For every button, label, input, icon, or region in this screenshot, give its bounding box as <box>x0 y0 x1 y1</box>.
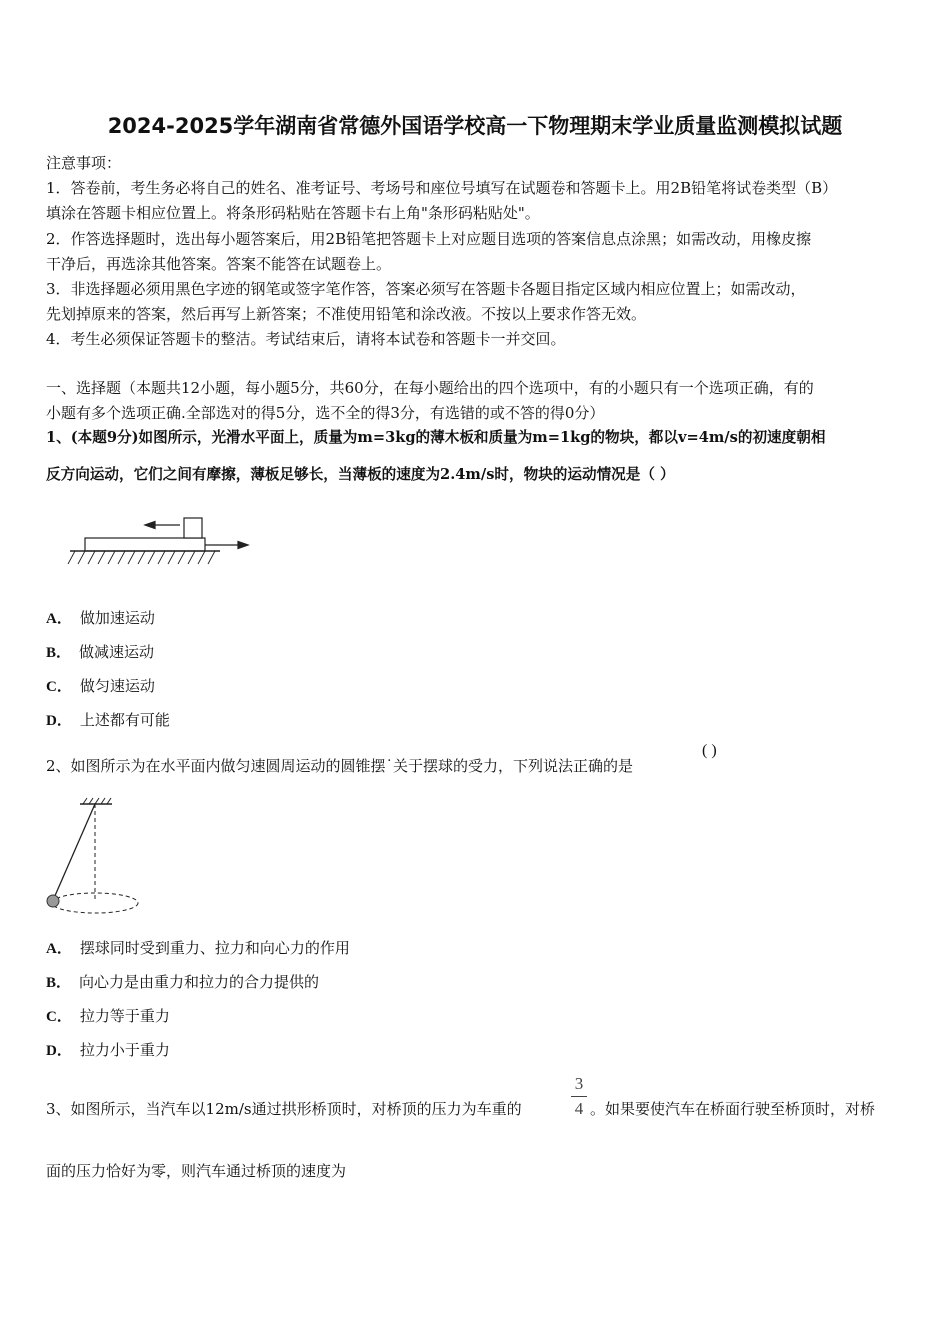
q2-option-b: B． 向心力是由重力和拉力的合力提供的 <box>46 973 320 991</box>
notice-line: 干净后，再选涂其他答案。答案不能答在试题卷上。 <box>46 255 392 273</box>
notice-line: 填涂在答题卡相应位置上。将条形码粘贴在答题卡右上角"条形码粘贴处"。 <box>46 204 540 222</box>
q3-stem: 3、如图所示，当汽车以12m/s通过拱形桥顶时，对桥顶的压力为车重的 <box>46 1100 522 1118</box>
q3-stem-line2: 面的压力恰好为零，则汽车通过桥顶的速度为 <box>46 1162 347 1180</box>
notice-line: 4．考生必须保证答题卡的整洁。考试结束后，请将本试卷和答题卡一并交回。 <box>46 330 566 348</box>
q2-answer-paren: ( ) <box>702 742 717 759</box>
q1-stem: 1、(本题9分)如图所示，光滑水平面上，质量为m=3kg的薄木板和质量为m=1kg的物块，都以v=4m/s的初速度朝相 <box>46 429 826 446</box>
q2-option-d: D． 拉力小于重力 <box>46 1041 170 1059</box>
q2-option-a: A． 摆球同时受到重力、拉力和向心力的作用 <box>46 939 350 957</box>
notice-line: 先划掉原来的答案，然后再写上新答案；不准使用铅笔和涂改液。不按以上要求作答无效。 <box>46 305 647 323</box>
q3-fraction <box>571 1074 587 1119</box>
q2-option-c: C． 拉力等于重力 <box>46 1007 170 1025</box>
notice-heading: 注意事项： <box>46 154 122 172</box>
q1-option-d: D． 上述都有可能 <box>46 711 170 729</box>
notice-line: 1．答卷前，考生务必将自己的姓名、准考证号、考场号和座位号填写在试题卷和答题卡上。用2B铅笔将试卷类型（B） <box>46 179 838 197</box>
conical-pendulum-figure <box>40 798 150 923</box>
section-instructions: 小题有多个选项正确.全部选对的得5分，选不全的得3分，有选错的或不答的得0分） <box>46 404 605 422</box>
q1-stem: 反方向运动，它们之间有摩擦，薄板足够长，当薄板的速度为2.4m/s时，物块的运动情况是（ ） <box>46 466 675 483</box>
notice-line: 3．非选择题必须用黑色字迹的钢笔或签字笔作答，答案必须写在答题卡各题目指定区域内相应位置上；如需改动， <box>46 280 806 298</box>
notice-line: 2．作答选择题时，选出每小题答案后，用2B铅笔把答题卡上对应题目选项的答案信息点涂黑；如需改动，用橡皮擦 <box>46 230 812 248</box>
q1-option-b: B． 做减速运动 <box>46 643 155 661</box>
q1-option-a: A． 做加速运动 <box>46 609 155 627</box>
fraction-denominator: 4 <box>574 1099 584 1118</box>
q2-stem: 2、如图所示为在水平面内做匀速圆周运动的圆锥摆˙关于摆球的受力，下列说法正确的是 <box>46 757 634 775</box>
q3-stem-continued: 。如果要使汽车在桥面行驶至桥顶时，对桥 <box>590 1100 876 1118</box>
fraction-numerator: 3 <box>574 1074 584 1093</box>
board-block-figure <box>60 510 260 575</box>
q1-option-c: C． 做匀速运动 <box>46 677 155 695</box>
section-instructions: 一、选择题（本题共12小题，每小题5分，共60分，在每小题给出的四个选项中，有的小题只有一个选项正确，有的 <box>46 379 814 397</box>
page-title: 2024-2025学年湖南省常德外国语学校高一下物理期末学业质量监测模拟试题 <box>107 114 843 138</box>
